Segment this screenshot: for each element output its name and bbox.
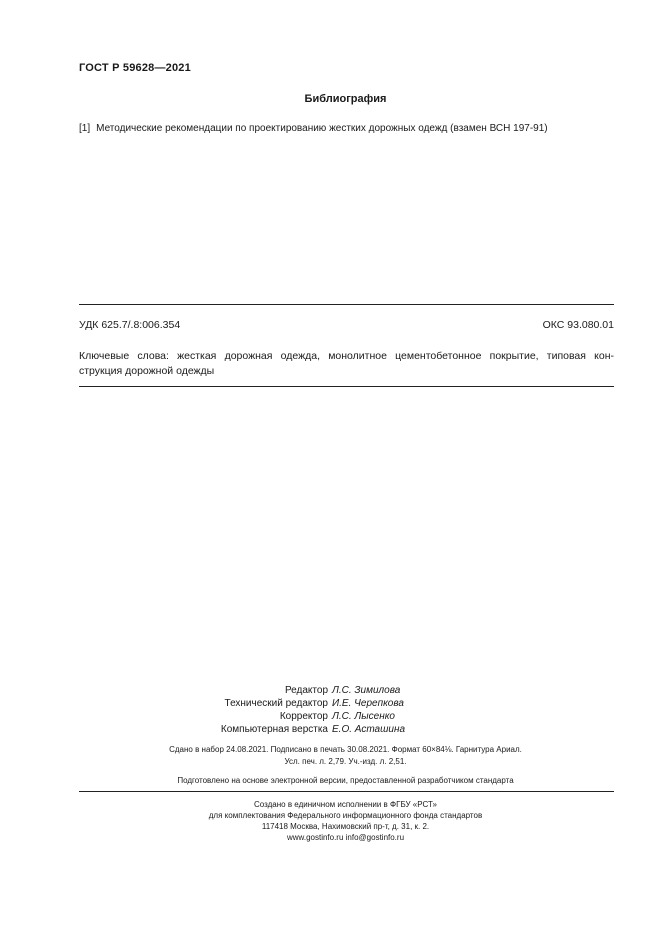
prepared-note: Подготовлено на основе электронной версии, предоставленной разработчиком стандарта bbox=[177, 776, 514, 785]
staff-row-layout bbox=[0, 723, 661, 736]
print-info-line-1: Сдано в набор 24.08.2021. Подписано в печать 30.08.2021. Формат 60×84⅛. Гарнитура Ариал. bbox=[169, 745, 522, 754]
staff-credits bbox=[0, 684, 661, 736]
staff-name: Е.О. Асташина bbox=[332, 724, 406, 735]
divider-top bbox=[79, 304, 614, 305]
bibliography-item bbox=[79, 123, 548, 134]
staff-name: Л.С. Лысенко bbox=[332, 711, 395, 722]
bibliography-title: Библиография bbox=[304, 93, 387, 105]
staff-row-corrector bbox=[0, 710, 661, 723]
print-info-line-2: Усл. печ. л. 2,79. Уч.-изд. л. 2,51. bbox=[284, 757, 407, 766]
staff-role: Компьютерная верстка bbox=[220, 724, 328, 735]
divider-keywords bbox=[79, 386, 614, 387]
staff-row-tech-editor bbox=[0, 697, 661, 710]
oks-code: ОКС 93.080.01 bbox=[542, 319, 614, 331]
publisher-info bbox=[0, 799, 661, 843]
keywords-line-1: Ключевые слова: жесткая дорожная одежда, монолитное цементобетонное покрытие, типовая кон- bbox=[79, 350, 614, 362]
staff-role: Корректор bbox=[279, 711, 328, 722]
publisher-line-4: www.gostinfo.ru info@gostinfo.ru bbox=[286, 833, 405, 842]
publisher-line-2: для комплектования Федерального информационного фонда стандартов bbox=[208, 811, 483, 820]
staff-role: Технический редактор bbox=[224, 698, 328, 709]
divider-publisher bbox=[79, 791, 614, 792]
staff-name: Л.С. Зимилова bbox=[332, 685, 401, 696]
staff-role: Редактор bbox=[284, 685, 328, 696]
bibliography-item-number: [1] bbox=[79, 123, 91, 134]
keywords-line-2: струкция дорожной одежды bbox=[79, 365, 215, 377]
keywords-block bbox=[79, 349, 614, 379]
publisher-line-3: 117418 Москва, Нахимовский пр-т, д. 31, к. 2. bbox=[261, 822, 430, 831]
staff-row-editor bbox=[0, 684, 661, 697]
document-code: ГОСТ Р 59628—2021 bbox=[79, 62, 191, 74]
publisher-line-1: Создано в единичном исполнении в ФГБУ «РСТ» bbox=[254, 800, 437, 809]
print-info bbox=[0, 744, 661, 768]
bibliography-item-text: Методические рекомендации по проектированию жестких дорожных одежд (взамен ВСН 197-91) bbox=[96, 123, 548, 134]
udc-code: УДК 625.7/.8:006.354 bbox=[79, 319, 181, 331]
staff-name: И.Е. Черепкова bbox=[332, 698, 404, 709]
